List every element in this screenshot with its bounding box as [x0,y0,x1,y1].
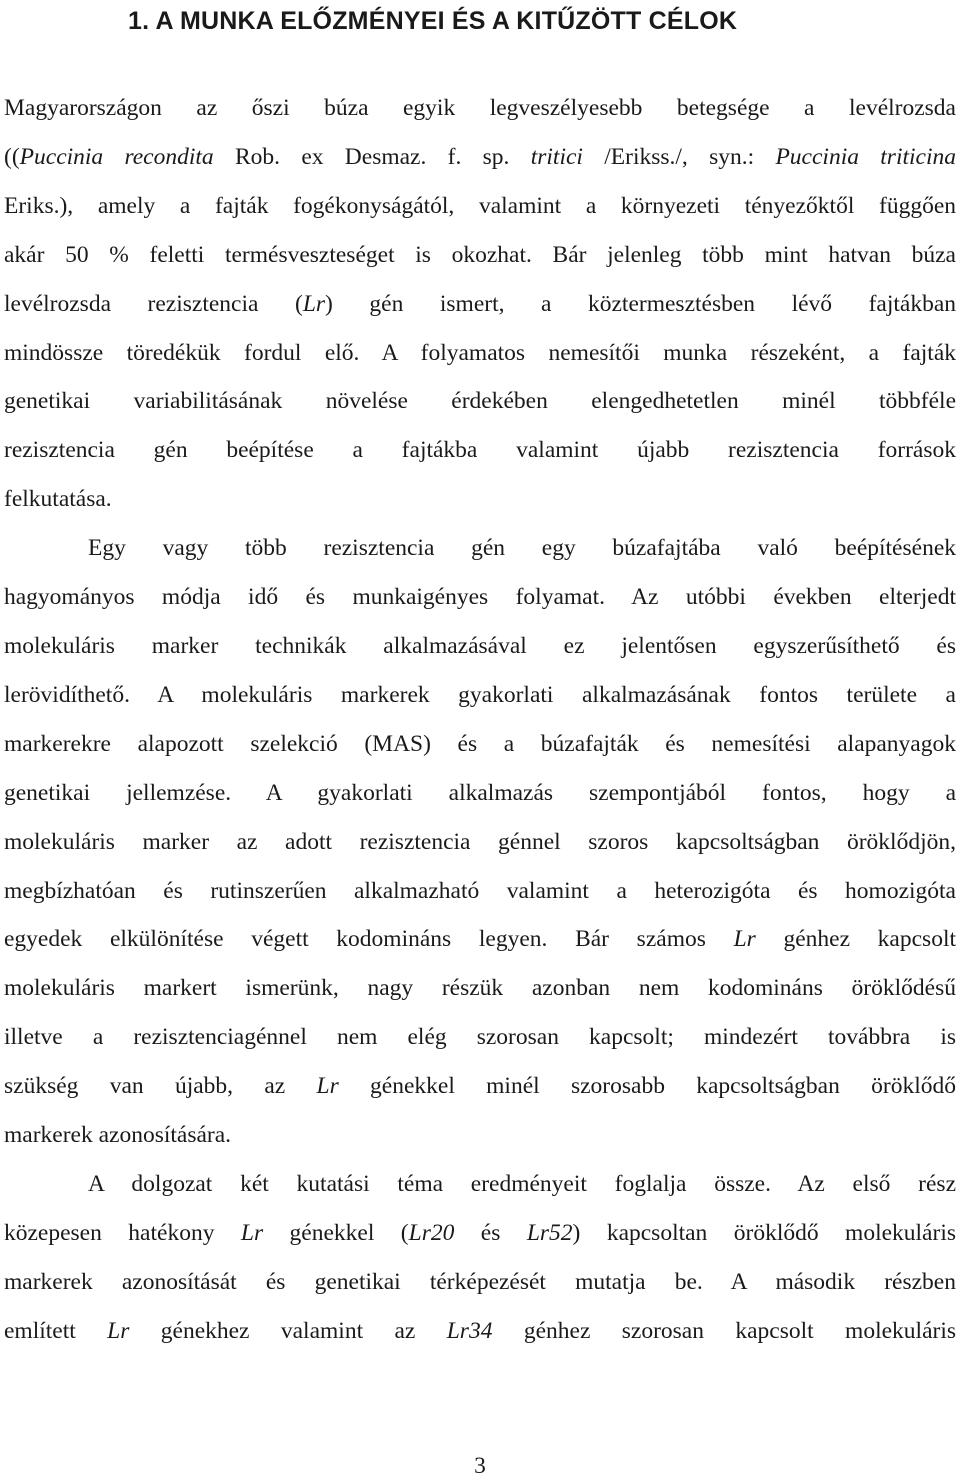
text-line [4,329,956,378]
text-run: markerek azonosítását és genetikai térképezését mutatja be. A második részben [4,1268,956,1295]
text-line [4,426,956,475]
text-run: génhez szorosan kapcsolt molekuláris [492,1317,957,1344]
text-line [4,1258,956,1307]
text-run: ) kapcsoltan öröklődő molekuláris [572,1219,956,1246]
italic-run: Lr [107,1317,130,1344]
paragraph-3 [4,1160,956,1356]
text-run: Magyarországon az őszi búza egyik legveszélyesebb betegsége a levélrozsda [4,95,956,121]
text-run: mindössze töredékük fordul elő. A folyamatos nemesítői munka részeként, a fajták [4,339,956,366]
text-line [4,915,956,964]
italic-run: Lr [302,290,326,317]
text-run: molekuláris markert ismerünk, nagy részük azonban nem kodomináns öröklődésű [4,975,956,1002]
italic-run: Lr34 [446,1317,493,1344]
text-line [4,964,956,1013]
text-run: Rob. ex Desmaz. f. sp. [213,143,531,170]
text-run: genetikai jellemzése. A gyakorlati alkalmazás szempontjából fontos, hogy a [4,779,956,806]
italic-run: tritici [530,143,583,170]
text-run: említett [4,1317,108,1344]
text-line [4,524,956,573]
text-run: megbízhatóan és rutinszerűen alkalmazható valamint a heterozigóta és homozigóta [4,877,956,904]
text-run: rezisztencia gén beépítése a fajtákba valamint újabb rezisztencia források [4,437,956,464]
text-run: levélrozsda rezisztencia ( [4,290,303,317]
text-line [4,622,956,671]
text-line [4,1209,956,1258]
italic-run: Puccinia recondita [19,143,214,170]
text-run: egyedek elkülönítése végett kodomináns legyen. Bár számos [4,926,734,953]
text-run: /Erikss./, syn.: [582,143,776,170]
text-line [4,231,956,280]
text-run: génekhez valamint az [129,1317,447,1344]
text-run: illetve a rezisztenciagénnel nem elég szorosan kapcsolt; mindezért továbbra is [4,1024,956,1051]
text-run: A dolgozat két kutatási téma eredményeit foglalja össze. Az első rész [88,1170,956,1197]
text-line [4,475,956,524]
text-line [4,1111,956,1160]
text-line [4,1013,956,1062]
text-run: Egy vagy több rezisztencia gén egy búzafajtába való beépítésének [88,535,956,562]
text-run: genetikai variabilitásának növelése érdekében elengedhetetlen minél többféle [4,388,956,415]
text-line [4,867,956,916]
text-line [4,1160,956,1209]
text-line [4,84,956,133]
text-line [4,377,956,426]
text-run: és [454,1219,527,1246]
page-number: 3 [474,1453,486,1479]
text-run: ) gén ismert, a köztermesztésben lévő fajtákban [325,290,956,317]
paragraph-1 [4,84,956,524]
text-line [4,818,956,867]
italic-run: Lr52 [526,1219,573,1246]
text-run: Eriks.), amely a fajták fogékonyságától, valamint a környezeti tényezőktől függően [4,192,956,219]
italic-run: Lr [316,1073,339,1100]
text-line [4,720,956,769]
italic-run: Lr20 [408,1219,455,1246]
text-run: akár 50 % feletti termésveszteséget is okozhat. Bár jelenleg több mint hatvan búza [4,241,956,268]
paragraph-2 [4,524,956,1160]
text-line [4,769,956,818]
text-run: hagyományos módja idő és munkaigényes folyamat. Az utóbbi években elterjedt [4,584,956,611]
text-run: génekkel ( [263,1219,409,1246]
text-run: szükség van újabb, az [4,1073,317,1100]
text-run: génekkel minél szorosabb kapcsoltságban öröklődő [338,1073,956,1100]
text-line [4,280,956,329]
text-line [4,573,956,622]
text-line [4,1307,956,1356]
italic-run: Lr [733,926,756,953]
text-line [4,133,956,182]
text-run: felkutatása. [4,486,112,513]
text-run: (( [4,143,20,170]
text-line [4,1062,956,1111]
italic-run: Lr [240,1219,264,1246]
text-run: génhez kapcsolt [755,926,957,953]
body-text [4,84,956,1356]
text-line [4,671,956,720]
text-run: lerövidíthető. A molekuláris markerek gyakorlati alkalmazásának fontos területe a [4,681,956,708]
chapter-heading: 1. A MUNKA ELŐZMÉNYEI ÉS A KITŰZÖTT CÉLOK [128,7,738,35]
italic-run: Puccinia triticina [775,143,956,170]
text-line [4,182,956,231]
text-run: molekuláris marker az adott rezisztencia génnel szoros kapcsoltságban öröklődjön, [4,828,956,855]
text-run: közepesen hatékony [4,1219,241,1246]
text-run: molekuláris marker technikák alkalmazásával ez jelentősen egyszerűsíthető és [4,632,956,659]
text-run: markerek azonosítására. [4,1122,232,1149]
text-run: markerekre alapozott szelekció (MAS) és a búzafajták és nemesítési alapanyagok [4,730,956,757]
